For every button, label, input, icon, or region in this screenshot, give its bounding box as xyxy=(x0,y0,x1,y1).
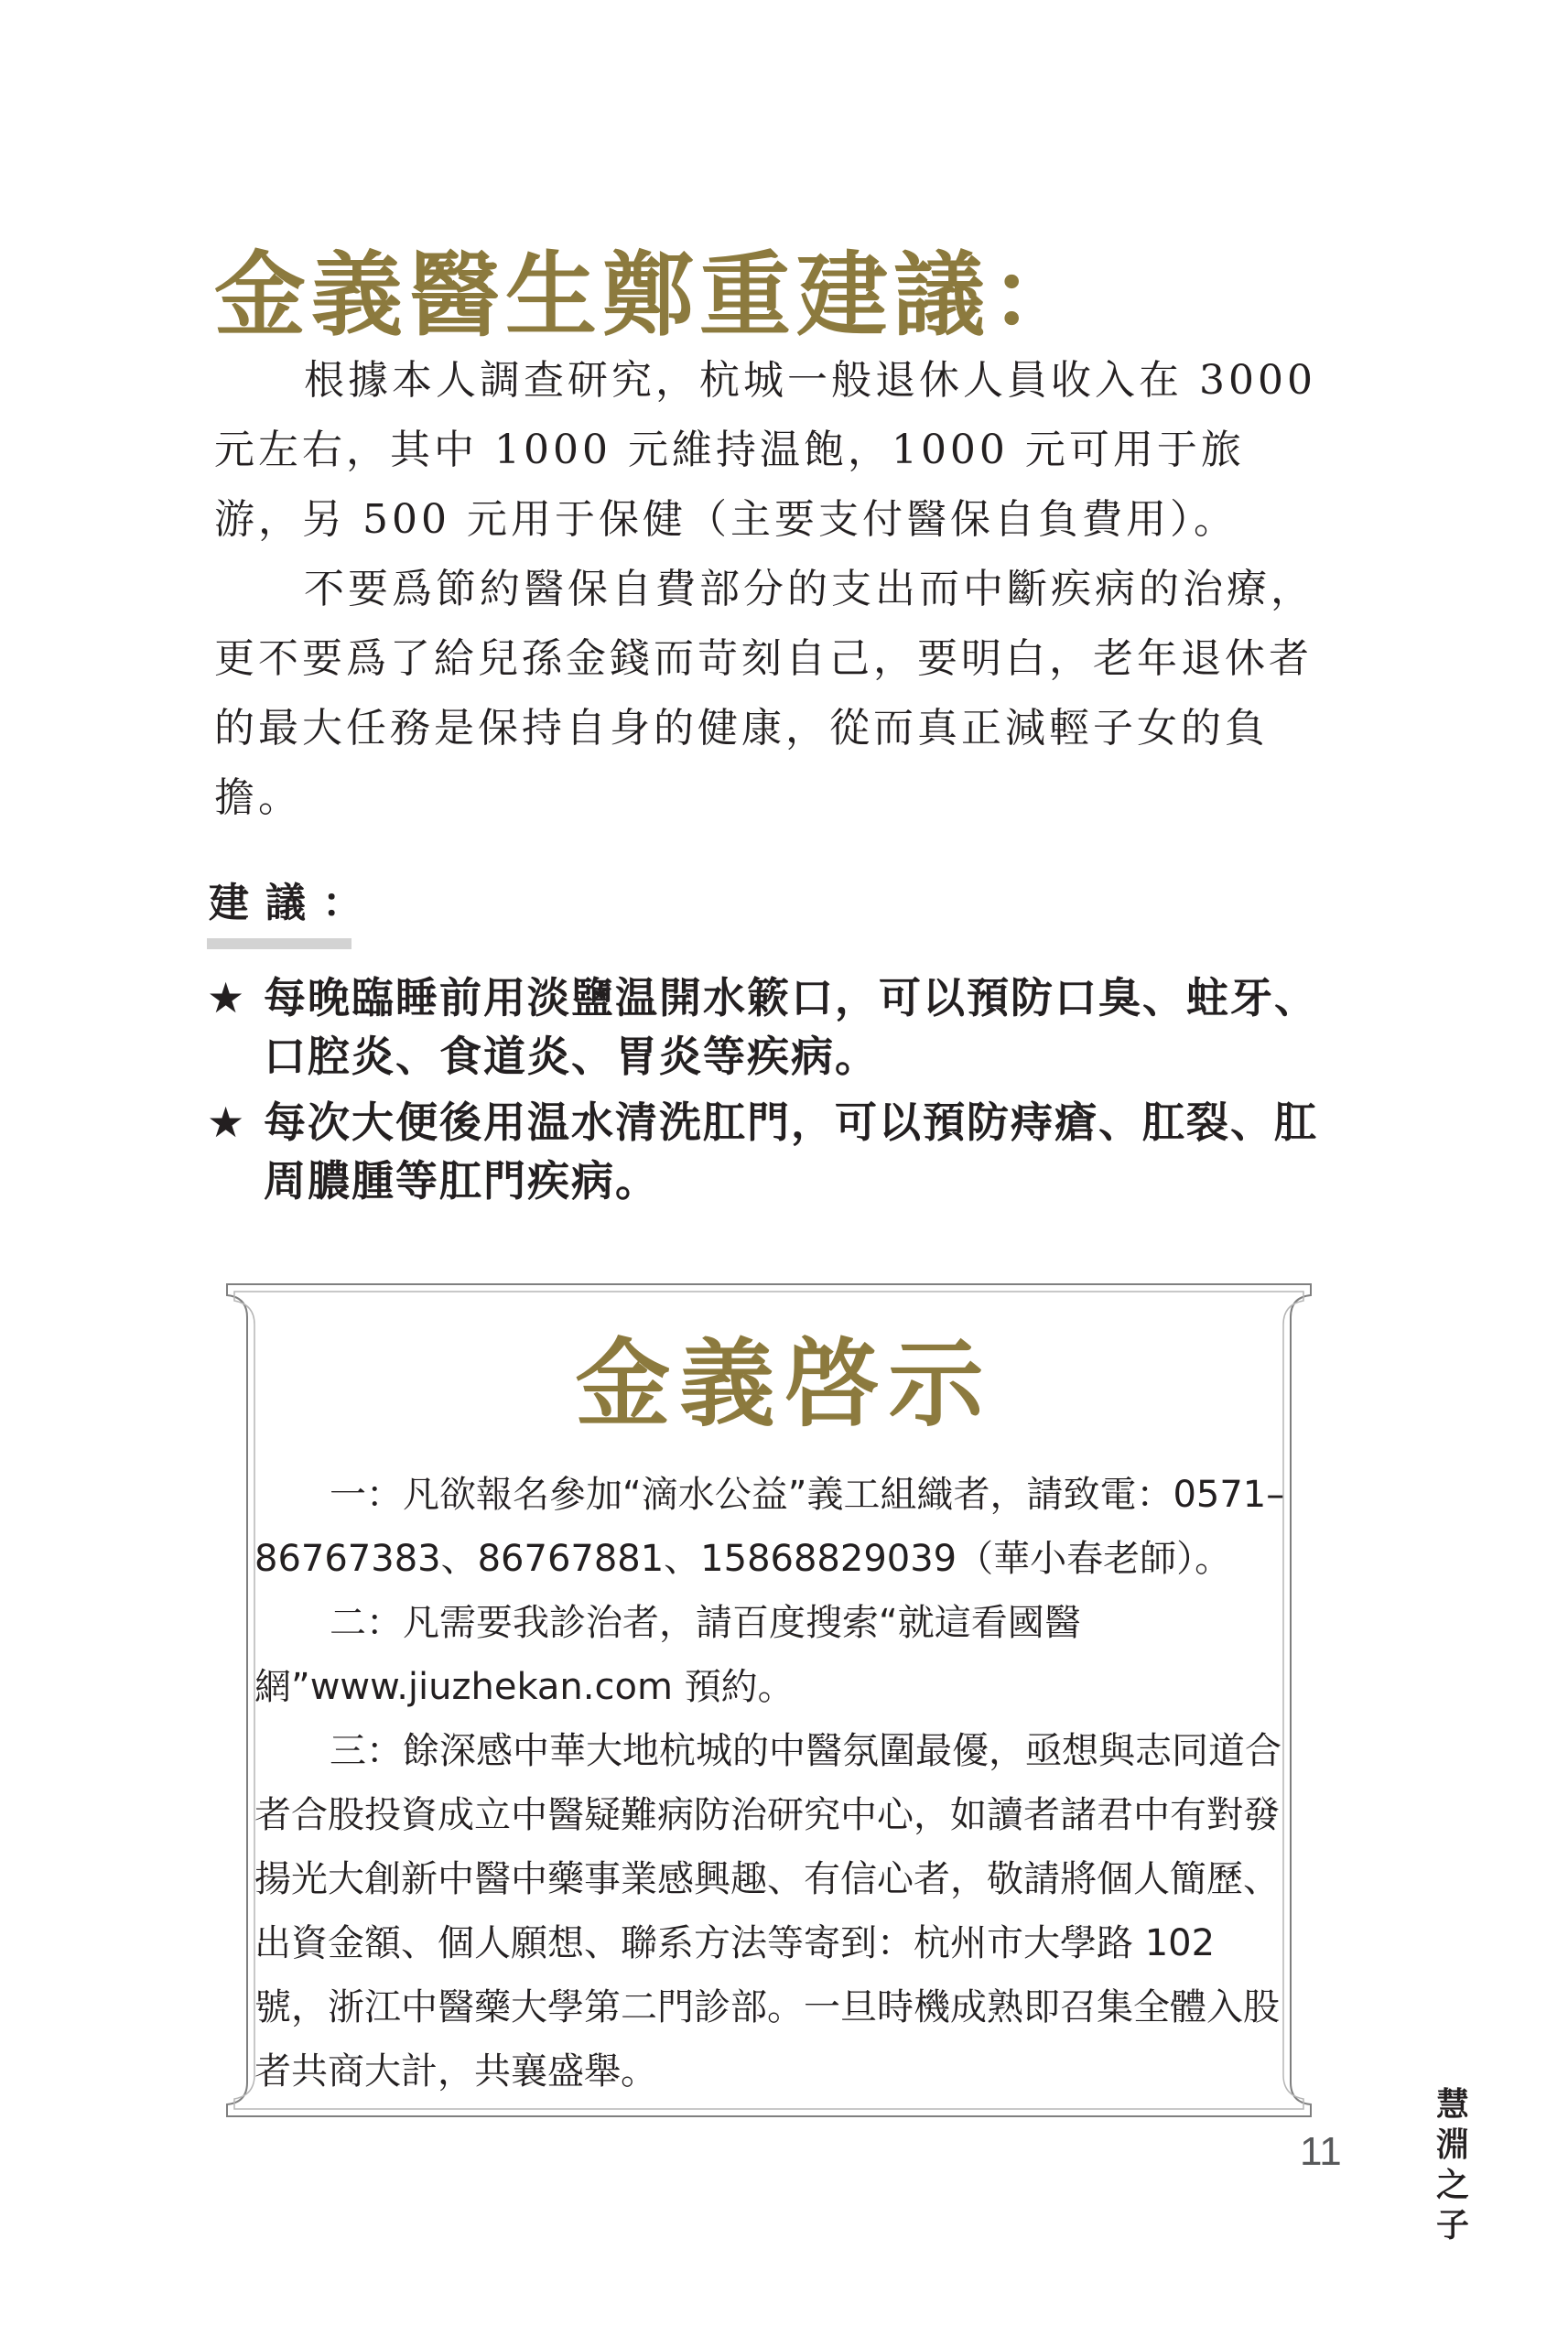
notice-item-1: 一：凡欲報名參加“滴水公益”義工組織者，請致電：0571–86767383、86767881、15868829039（華小春老師）。 xyxy=(254,1474,1285,1580)
suggestion-text: 每次大便後用温水清洗肛門，可以預防痔瘡、肛裂、肛周膿腫等肛門疾病。 xyxy=(264,1098,1318,1206)
suggestions-label: 建議： xyxy=(209,880,379,926)
side-tag-char: 淵 xyxy=(1435,2126,1469,2164)
suggestion-text: 每晚臨睡前用淡鹽温開水簌口，可以預防口臭、蛀牙、口腔炎、食道炎、胃炎等疾病。 xyxy=(264,973,1318,1081)
notice-title: 金義啓示 xyxy=(575,1327,993,1440)
suggestions-underline xyxy=(207,938,351,949)
notice-item-2: 二：凡需要我診治者，請百度搜索“就這看國醫網”www.jiuzhekan.com 預約。 xyxy=(254,1602,1081,1708)
advice-title: 金義醫生鄭重建議： xyxy=(214,241,1087,349)
advice-paragraph-1: 根據本人調查研究，杭城一般退休人員收入在 3000 元左右，其中 1000 元維持温飽，1000 元可用于旅游，另 500 元用于保健（主要支付醫保自負費用）。 xyxy=(214,357,1316,543)
side-tag-char: 之 xyxy=(1435,2167,1469,2204)
notice-body xyxy=(254,1463,1289,2103)
page-number: 11 xyxy=(1300,2129,1342,2174)
suggestions-list xyxy=(207,968,1342,1217)
suggestion-item xyxy=(207,1093,1342,1210)
side-tag-char: 慧 xyxy=(1435,2086,1469,2124)
advice-paragraph-2: 不要爲節約醫保自費部分的支出而中斷疾病的治療，更不要爲了給兒孫金錢而苛刻自己，要明白，老年退休者的最大任務是保持自身的健康，從而真正減輕子女的負擔。 xyxy=(214,566,1314,821)
notice-item-3: 三：餘深感中華大地杭城的中醫氛圍最優，亟想與志同道合者合股投資成立中醫疑難病防治研究中心，如讀者諸君中有對發揚光大創新中醫中藥事業感興趣、有信心者，敬請將個人簡歷、出資金額、個人願想、聯系方法等寄到：杭州市大學路 102 號，浙江中醫藥大學第二門診部。一旦時機成熟即召集全體入股者共商大計，共襄盛舉。 xyxy=(254,1730,1281,2093)
side-tag xyxy=(1434,2085,1471,2246)
suggestion-item xyxy=(207,968,1342,1086)
star-icon: ★ xyxy=(207,973,247,1022)
side-tag-char: 子 xyxy=(1435,2207,1469,2244)
star-icon: ★ xyxy=(207,1098,247,1147)
